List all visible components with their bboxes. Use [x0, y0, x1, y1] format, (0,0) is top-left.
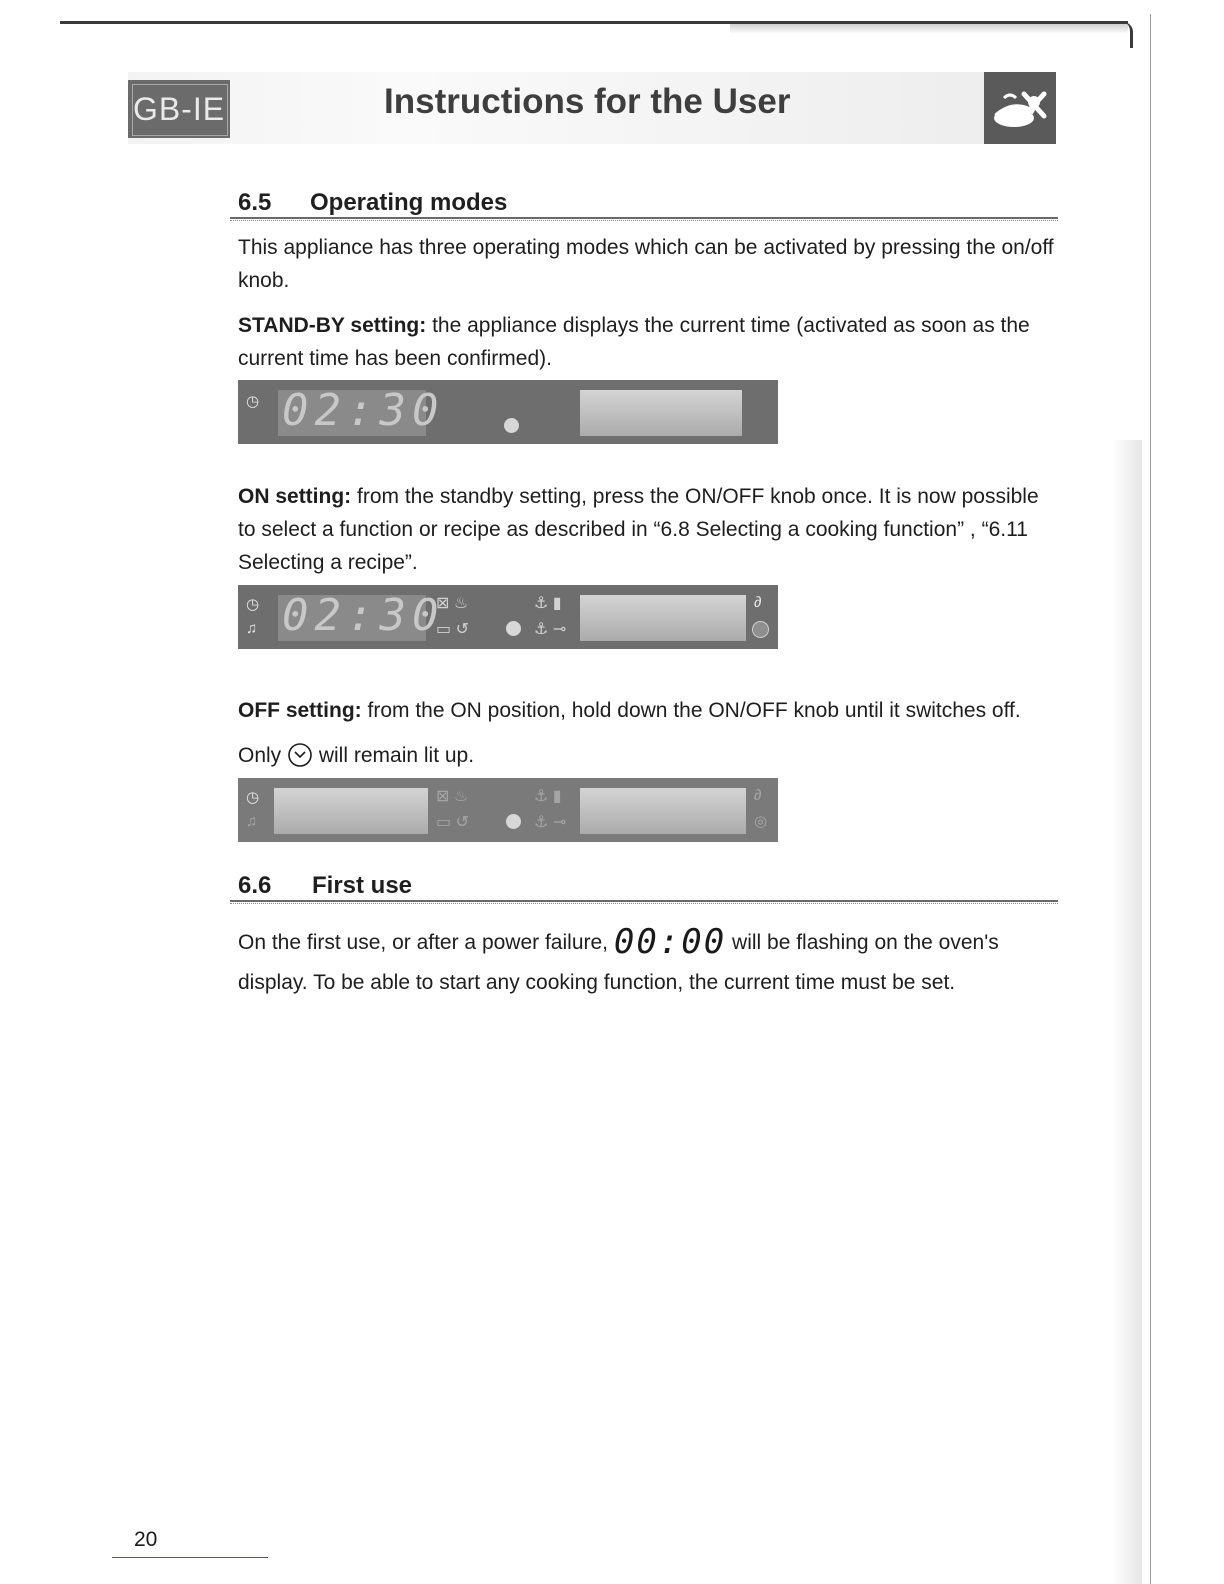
first-use-text-before: On the first use, or after a power failure,	[238, 931, 614, 954]
section-number: 6.6	[238, 872, 272, 899]
on-paragraph	[238, 480, 1054, 579]
cooking-icon	[984, 72, 1056, 144]
probe-icon: ⚓ ⊸	[534, 814, 567, 831]
section-rule-dotted	[230, 903, 1058, 904]
off-paragraph	[238, 688, 1054, 778]
first-use-text-after: will be flashing on the oven's display. To be able to start any cooking function, the current time must be set.	[238, 931, 999, 994]
standby-text: the appliance displays the current time (activated as soon as the current time has been confirmed).	[238, 314, 1030, 370]
top-rule-shade	[730, 24, 1128, 34]
standby-display	[238, 380, 778, 444]
language-badge-outline	[132, 84, 228, 136]
section-title: Operating modes	[310, 189, 508, 216]
grill-icon: ⊠ ♨	[436, 788, 469, 805]
time-digits: 02:30	[282, 385, 445, 436]
bell-icon: ♫	[246, 620, 258, 637]
memory-icon: ◎	[754, 813, 768, 830]
fan-icon: ▭ ↺	[436, 621, 469, 638]
off-text-after: will remain lit up.	[313, 744, 475, 767]
off-display	[238, 778, 778, 842]
on-text: from the standby setting, press the ON/OFF knob once. It is now possible to select a function or recipe as described in “6.8 Selecting a cooking function” , “6.11 Selecting a recipe”.	[238, 485, 1039, 574]
bell-icon: ♫	[246, 813, 258, 830]
intro-paragraph: This appliance has three operating modes which can be activated by pressing the on/off knob.	[238, 236, 1054, 292]
flashing-time-digits: 00:00	[613, 922, 727, 962]
page-edge	[1150, 14, 1151, 1584]
recipe-icon: ∂	[754, 787, 762, 804]
clock-icon	[287, 739, 313, 765]
section-rule	[230, 217, 1058, 219]
page-title: Instructions for the User	[384, 82, 791, 121]
on-label: ON setting:	[238, 485, 352, 508]
thermometer-icon: ⚓ ▮	[534, 788, 562, 805]
right-lcd	[580, 595, 746, 641]
grill-icon: ⊠ ♨	[436, 595, 469, 612]
on-display	[238, 585, 778, 649]
page-number: 20	[134, 1528, 158, 1551]
standby-label: STAND-BY setting:	[238, 314, 427, 337]
section-title: First use	[312, 872, 413, 899]
off-label: OFF setting:	[238, 699, 362, 722]
right-lcd	[580, 390, 742, 436]
right-lcd	[580, 788, 746, 834]
section-number: 6.5	[238, 189, 272, 216]
clock-icon: ◷	[246, 393, 260, 410]
thermometer-icon: ⚓ ▮	[534, 595, 562, 612]
standby-paragraph	[238, 309, 1054, 375]
page-corner	[1114, 22, 1133, 48]
section-rule-dotted	[230, 220, 1058, 221]
off-text-before: from the ON position, hold down the ON/OFF knob until it switches off. Only	[238, 699, 1021, 767]
page-number-rule	[112, 1557, 268, 1558]
language-badge: GB-IE	[128, 80, 230, 138]
clock-icon: ◷	[246, 789, 260, 806]
time-lcd	[274, 788, 428, 834]
knob-indicator	[504, 418, 519, 433]
first-use-paragraph	[238, 922, 1054, 1003]
time-digits: 02:30	[282, 590, 445, 641]
clock-icon: ◷	[246, 596, 260, 613]
recipe-icon: ∂	[754, 594, 762, 611]
memory-icon	[752, 621, 769, 638]
fan-icon: ▭ ↺	[436, 814, 469, 831]
probe-icon: ⚓ ⊸	[534, 621, 567, 638]
knob-indicator	[506, 814, 521, 829]
binding-shadow	[1112, 440, 1142, 1584]
knob-indicator	[506, 621, 521, 636]
section-rule	[230, 900, 1058, 902]
